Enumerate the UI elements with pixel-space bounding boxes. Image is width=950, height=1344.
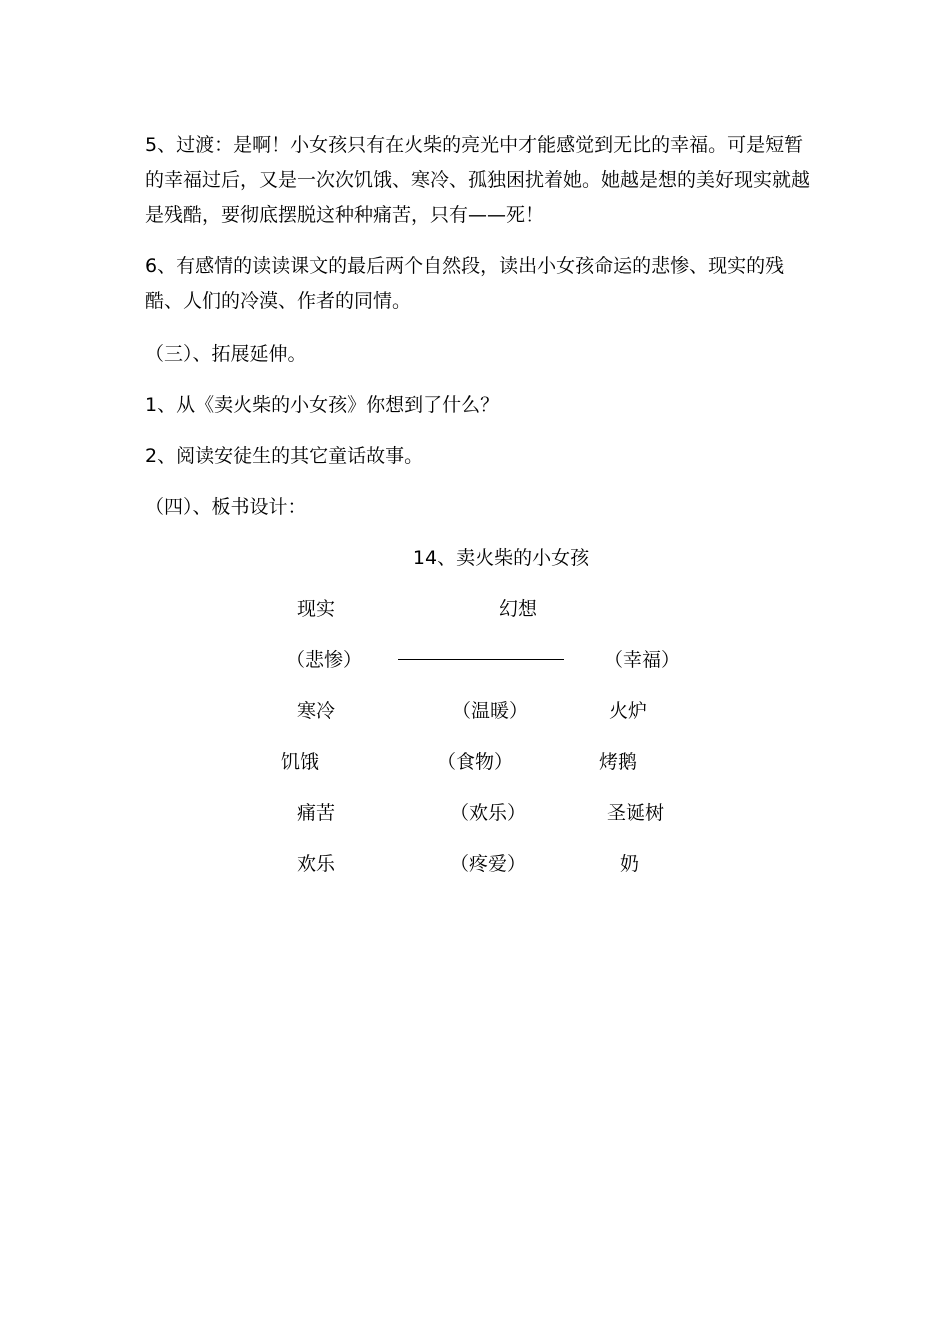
section-4-heading: （四）、板书设计： bbox=[145, 496, 307, 518]
board-header-reality: 现实 bbox=[297, 598, 336, 620]
paragraph-6: 6、有感情的读读课文的最后两个自然段，读出小女孩命运的悲惨、现实的残酷、人们的冷漠、作者的同情。 bbox=[145, 255, 785, 312]
board-row-2-right: 烤鹅 bbox=[599, 751, 638, 773]
board-row-1-right: 火炉 bbox=[609, 700, 648, 722]
section-3-heading: （三）、拓展延伸。 bbox=[145, 343, 307, 365]
board-row-4-right: 奶 bbox=[620, 853, 640, 875]
board-row-3-left: 痛苦 bbox=[297, 802, 336, 824]
board-row-1-left: 寒冷 bbox=[297, 700, 336, 722]
board-title: 14、卖火柴的小女孩 bbox=[412, 547, 590, 569]
board-row-4-mid: （疼爱） bbox=[450, 853, 527, 875]
paragraph-5: 5、过渡：是啊！小女孩只有在火柴的亮光中才能感觉到无比的幸福。可是短暂的幸福过后，又是一次次饥饿、寒冷、孤独困扰着她。她越是想的美好现实就越是残酷，要彻底摆脱这种种痛苦，只有——死！ bbox=[145, 134, 811, 226]
board-row-3-right: 圣诞树 bbox=[607, 802, 665, 824]
section-3-item-2: 2、阅读安徒生的其它童话故事。 bbox=[145, 445, 424, 467]
board-row-4-left: 欢乐 bbox=[297, 853, 336, 875]
board-divider-line bbox=[398, 659, 564, 660]
board-row-0-right: （幸福） bbox=[604, 649, 681, 671]
board-row-0-left: （悲惨） bbox=[286, 649, 363, 671]
board-row-3-mid: （欢乐） bbox=[450, 802, 527, 824]
board-row-1-mid: （温暖） bbox=[452, 700, 529, 722]
section-3-item-1: 1、从《卖火柴的小女孩》你想到了什么？ bbox=[145, 394, 500, 416]
board-header-fantasy: 幻想 bbox=[499, 598, 538, 620]
board-row-2-mid: （食物） bbox=[437, 751, 514, 773]
board-row-2-left: 饥饿 bbox=[281, 751, 320, 773]
